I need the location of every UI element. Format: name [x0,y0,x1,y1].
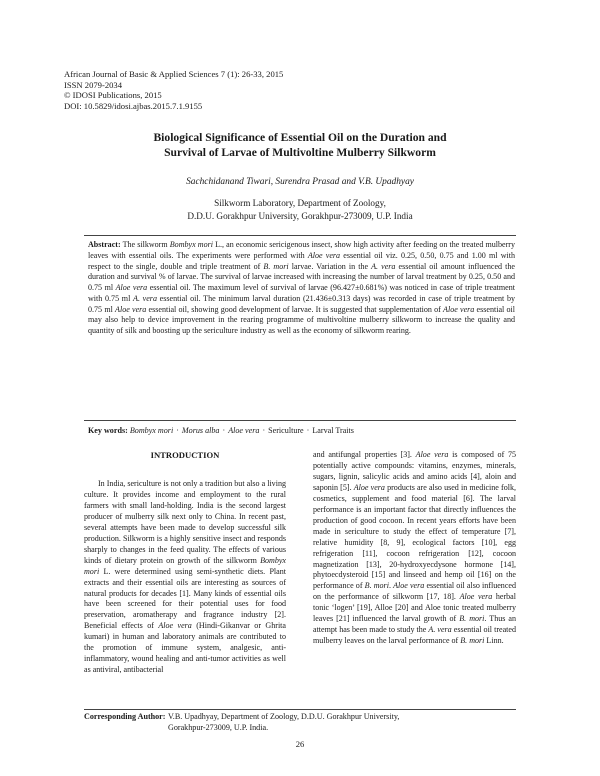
keyword-separator: · [176,426,179,435]
species-name: B. mori [460,636,485,646]
species-name: Aloe vera [415,450,449,459]
species-name: A. vera [133,293,157,303]
abstract-top-rule [84,235,516,236]
right-column [313,450,516,647]
keywords [88,426,515,437]
body-text: (Hindi-Gikanvar or Ghrita kumari) in human and laboratory animals are contributed to the promotion of immune system, analgesic, anti-inflammatory, wound healing and anti-tumor activities as well as antiviral, antibacterial [84,621,286,675]
paper-title [60,130,540,160]
left-column [84,450,286,676]
species-name: Aloe vera [353,482,385,492]
abstract-text: essential oil amount influenced the duration and survival % of larvae. The survival of larvae increased with increasing the number of larval treatment by 0.25, 0.50 and 0.75 ml [88,261,515,292]
keyword-separator: · [306,426,310,435]
footer-rule [84,709,516,710]
body-text: essential oil treated mulberry leaves on the larval performance of [313,625,516,646]
affiliation-line-2: D.D.U. Gorakhpur University, Gorakhpur-273009, U.P. India [187,210,413,221]
species-name: B. mori [459,614,485,624]
abstract-text: essential oil viz. 0.25, 0.50, 0.75 and 1.00 ml with respect to the single, double and triple treatment of [88,250,516,271]
journal-citation: African Journal of Basic & Applied Sciences 7 (1): 26-33, 2015 [64,69,284,79]
keywords-top-rule [84,420,516,421]
body-text: In India, sericulture is not only a tradition but also a living culture. It provides income and employment to the rural farmers with small land-holding. India is the second largest producer of mulberry silk next only to China. In recent past, several attempts have been made to develop successful silk production. Silkworm is a highly sensitive insect and responds sharply to changes in the feed quality. The effects of various kinds of dietary protein on growth of the silkworm [84,479,286,565]
keyword: Sericulture [268,426,304,435]
page-number: 26 [295,739,305,749]
body-text: herbal tonic ‘logen’ [19], Alloe [20] and Aloe tonic treated mulberry leaves [21] influenced the larval growth of [313,592,516,624]
keyword: Aloe vera [228,426,260,435]
abstract-text: essential oil may also help to device improvement in the rearing programme of multivoltine mulberry silkworm to increase the quality and quantity of silk and boosting up the sericulture industry as well as the economy of silkworm rearing. [88,304,515,335]
species-name: Bombyx mori [84,555,286,576]
affiliation-line-1: Silkworm Laboratory, Department of Zoology, [214,198,386,208]
species-name: Aloe vera [115,283,148,292]
corresponding-author [84,712,513,734]
issn: ISSN 2079-2034 [64,79,123,90]
species-name: Aloe vera [307,250,341,260]
keywords-label: Key words: [88,426,128,435]
abstract-text: essential oil, showing good development of larvae. It is suggested that supplementation of [146,304,444,314]
body-text: essential oil also influenced on the performance of silkworm [17, 18]. [313,581,516,602]
section-heading-introduction: INTRODUCTION [150,450,220,460]
species-name: A. vera [428,625,452,635]
doi: DOI: 10.5829/idosi.ajbas.2015.7.1.9155 [64,100,203,111]
species-name: B. mori [263,261,289,271]
abstract-label: Abstract: [88,240,121,249]
keyword: Larval Traits [312,426,354,435]
intro-paragraph-continued [313,450,516,647]
species-name: Bombyx mori [169,240,213,249]
species-name: Aloe vera [115,304,147,314]
body-text: is composed of 75 potentially active compounds: vitamins, enzymes, minerals, sugars, lignin, salicylic acids and amino acids [4], aloin and saponin [5]. [313,450,517,492]
journal-metadata [64,69,283,111]
corresponding-author-details [168,712,513,734]
affiliation [60,197,540,222]
corr-line-2: Gorakhpur-273009, U.P. India. [168,722,269,732]
body-text: L. were determined using semi-synthetic diets. Plant extracts and their essential oils are interesting as sources of natural products for decades [1]. Many kinds of essential oils have been screened for their potential uses for food preservation, aromatherapy and fragrance industry [2]. Beneficial effects of [84,566,286,631]
corresponding-author-label: Corresponding Author: [84,712,166,721]
body-text: . [388,581,394,591]
title-line-1: Biological Significance of Essential Oil on the Duration and [153,131,447,144]
abstract-text: L., an economic sericigenous insect, show high activity after feeding on the treated mulberry leaves with essential oils. The experiments were performed with [88,240,515,260]
species-name: Aloe vera [158,621,192,631]
intro-paragraph [84,479,286,676]
species-name: Aloe vera [443,304,475,314]
body-text: . Thus an attempt has been made to study the [313,614,516,635]
species-name: Aloe vera [459,592,493,602]
body-text: products are also used in medicine folk, cosmetics, supplement and food material [6]. The larval performance is an important factor that directly influences the production of good cocoon. In recent years efforts have been made in sericulture to study the effect of temperature [7], relative humidity [8, 9], ecological factors [10], egg refrigeration [11], cocoon refrigeration [12], cocoon magnetization [13], 20-hydroxyecdysone hormone [14], phytoecdysteroid [15] and linseed and hemp oil [16] on the performance of [313,482,517,591]
abstract-text: The silkworm [120,240,170,249]
abstract-text: larvae. Variation in the [288,261,372,271]
abstract [88,240,515,337]
title-line-2: Survival of Larvae of Multivoltine Mulberry Silkworm [164,146,436,159]
keyword-separator: · [222,426,226,435]
species-name: Aloe vera [393,581,425,591]
species-name: A. vera [371,261,396,271]
species-name: B. mori [364,581,389,591]
body-text: Linn. [484,636,504,646]
keyword: Morus alba [181,426,220,435]
abstract-text: essential oil. The maximum level of survival of larvae (96.427±0.681%) was noticed in case of triple treatment with 0.75 ml [88,283,515,303]
abstract-text: essential oil. The minimum larval duration (21.436±0.313 days) was recorded in case of triple treatment by 0.75 ml [88,293,515,314]
corr-line-1: V.B. Upadhyay, Department of Zoology, D.D.U. Gorakhpur University, [168,712,400,721]
keyword-separator: · [262,426,266,435]
copyright: © IDOSI Publications, 2015 [64,90,162,101]
body-text: and antifungal properties [3]. [313,450,416,459]
keyword: Bombyx mori [129,426,174,435]
authors: Sachchidanand Tiwari, Surendra Prasad and V.B. Upadhyay [186,177,414,187]
